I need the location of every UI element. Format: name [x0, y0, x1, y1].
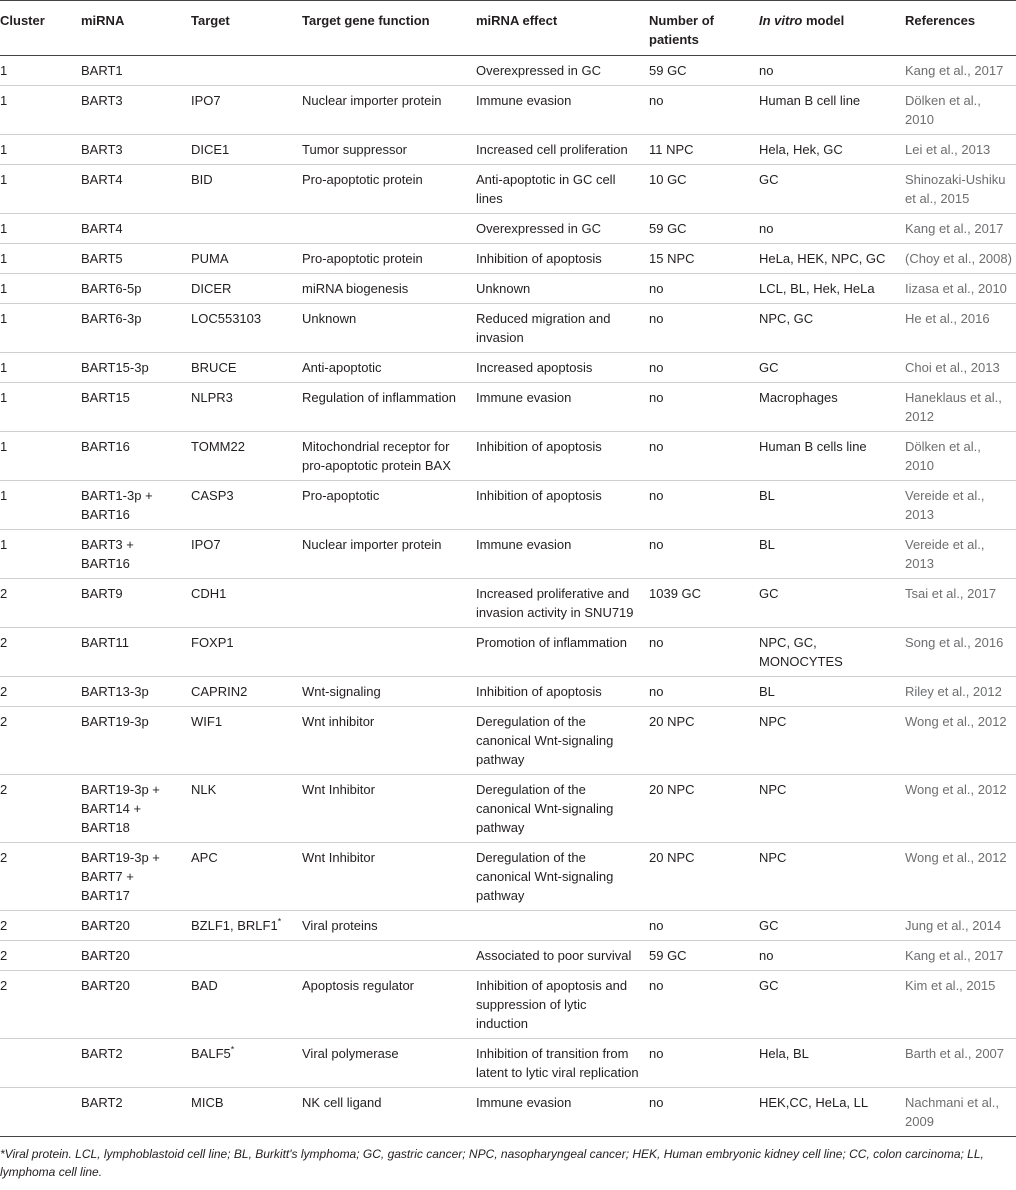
cell-function: Viral proteins: [298, 911, 472, 941]
cell-function: Mitochondrial receptor for pro-apoptotic protein BAX: [298, 432, 472, 481]
table-body: [0, 56, 1016, 1137]
cell-effect: Deregulation of the canonical Wnt-signaling pathway: [472, 707, 645, 775]
cell-patients: no: [645, 383, 755, 432]
cell-function: Pro-apoptotic protein: [298, 165, 472, 214]
cell-effect: Unknown: [472, 274, 645, 304]
cell-mirna: BART11: [77, 628, 187, 677]
cell-function: [298, 214, 472, 244]
table-row: [0, 383, 1016, 432]
cell-function: Wnt Inhibitor: [298, 775, 472, 843]
cell-ref: Song et al., 2016: [901, 628, 1016, 677]
cell-patients: 59 GC: [645, 56, 755, 86]
table-row: [0, 244, 1016, 274]
table-row: [0, 911, 1016, 941]
cell-mirna: BART3 + BART16: [77, 530, 187, 579]
cell-cluster: 2: [0, 579, 77, 628]
cell-function: Anti-apoptotic: [298, 353, 472, 383]
cell-ref: Iizasa et al., 2010: [901, 274, 1016, 304]
cell-model: GC: [755, 579, 901, 628]
cell-mirna: BART2: [77, 1088, 187, 1137]
cell-model: GC: [755, 353, 901, 383]
table-row: [0, 775, 1016, 843]
cell-mirna: BART20: [77, 941, 187, 971]
cell-effect: Increased apoptosis: [472, 353, 645, 383]
cell-patients: no: [645, 971, 755, 1039]
cell-target: [187, 56, 298, 86]
cell-target: BRUCE: [187, 353, 298, 383]
cell-cluster: 1: [0, 481, 77, 530]
cell-ref: Lei et al., 2013: [901, 135, 1016, 165]
cell-cluster: 2: [0, 911, 77, 941]
table-row: [0, 941, 1016, 971]
table-row: [0, 56, 1016, 86]
cell-target: MICB: [187, 1088, 298, 1137]
header-row: [0, 1, 1016, 56]
cell-mirna: BART3: [77, 86, 187, 135]
cell-mirna: BART15-3p: [77, 353, 187, 383]
cell-model: NPC: [755, 707, 901, 775]
cell-effect: Reduced migration and invasion: [472, 304, 645, 353]
table-row: [0, 353, 1016, 383]
cell-cluster: [0, 1088, 77, 1137]
header-model-rest: model: [802, 13, 845, 28]
cell-effect: Overexpressed in GC: [472, 214, 645, 244]
cell-effect: Increased proliferative and invasion activity in SNU719: [472, 579, 645, 628]
cell-cluster: 1: [0, 135, 77, 165]
cell-model: Hela, BL: [755, 1039, 901, 1088]
cell-model: no: [755, 941, 901, 971]
cell-function: Pro-apoptotic: [298, 481, 472, 530]
cell-cluster: 1: [0, 530, 77, 579]
cell-model: GC: [755, 165, 901, 214]
cell-target: APC: [187, 843, 298, 911]
cell-ref: Kang et al., 2017: [901, 941, 1016, 971]
cell-mirna: BART4: [77, 165, 187, 214]
cell-cluster: 2: [0, 628, 77, 677]
table-row: [0, 165, 1016, 214]
cell-ref: Vereide et al., 2013: [901, 481, 1016, 530]
cell-cluster: 2: [0, 971, 77, 1039]
cell-mirna: BART2: [77, 1039, 187, 1088]
cell-model: BL: [755, 481, 901, 530]
cell-function: [298, 941, 472, 971]
cell-function: Nuclear importer protein: [298, 86, 472, 135]
cell-mirna: BART9: [77, 579, 187, 628]
cell-cluster: 2: [0, 677, 77, 707]
cell-patients: no: [645, 86, 755, 135]
cell-patients: no: [645, 1039, 755, 1088]
cell-patients: no: [645, 628, 755, 677]
cell-effect: Inhibition of apoptosis and suppression of lytic induction: [472, 971, 645, 1039]
cell-function: [298, 628, 472, 677]
cell-effect: [472, 911, 645, 941]
cell-mirna: BART13-3p: [77, 677, 187, 707]
cell-mirna: BART19-3p + BART14 + BART18: [77, 775, 187, 843]
cell-mirna: BART19-3p: [77, 707, 187, 775]
cell-target: [187, 214, 298, 244]
table-row: [0, 481, 1016, 530]
cell-target: IPO7: [187, 86, 298, 135]
table-row: [0, 530, 1016, 579]
table-row: [0, 304, 1016, 353]
table-row: [0, 432, 1016, 481]
cell-mirna: BART20: [77, 971, 187, 1039]
cell-mirna: BART16: [77, 432, 187, 481]
cell-patients: no: [645, 432, 755, 481]
cell-target: IPO7: [187, 530, 298, 579]
cell-effect: Immune evasion: [472, 530, 645, 579]
table-row: [0, 274, 1016, 304]
cell-patients: no: [645, 274, 755, 304]
cell-cluster: 1: [0, 274, 77, 304]
table-row: [0, 579, 1016, 628]
cell-target: CASP3: [187, 481, 298, 530]
cell-ref: Wong et al., 2012: [901, 843, 1016, 911]
cell-ref: Shinozaki-Ushiku et al., 2015: [901, 165, 1016, 214]
cell-patients: 20 NPC: [645, 775, 755, 843]
cell-function: [298, 579, 472, 628]
cell-effect: Increased cell proliferation: [472, 135, 645, 165]
cell-mirna: BART19-3p + BART7 + BART17: [77, 843, 187, 911]
cell-patients: 59 GC: [645, 214, 755, 244]
cell-patients: no: [645, 1088, 755, 1137]
cell-ref: Kang et al., 2017: [901, 214, 1016, 244]
cell-model: BL: [755, 530, 901, 579]
cell-effect: Promotion of inflammation: [472, 628, 645, 677]
cell-cluster: 2: [0, 707, 77, 775]
table-row: [0, 1088, 1016, 1137]
cell-function: Tumor suppressor: [298, 135, 472, 165]
cell-ref: He et al., 2016: [901, 304, 1016, 353]
cell-ref: Dölken et al., 2010: [901, 432, 1016, 481]
cell-mirna: BART6-5p: [77, 274, 187, 304]
table-row: [0, 628, 1016, 677]
cell-mirna: BART4: [77, 214, 187, 244]
cell-mirna: BART5: [77, 244, 187, 274]
header-effect: miRNA effect: [472, 1, 645, 56]
cell-target: CDH1: [187, 579, 298, 628]
cell-function: NK cell ligand: [298, 1088, 472, 1137]
cell-ref: Barth et al., 2007: [901, 1039, 1016, 1088]
cell-model: NPC: [755, 843, 901, 911]
cell-cluster: 1: [0, 214, 77, 244]
cell-ref: Jung et al., 2014: [901, 911, 1016, 941]
cell-function: miRNA biogenesis: [298, 274, 472, 304]
cell-patients: no: [645, 911, 755, 941]
cell-model: Human B cell line: [755, 86, 901, 135]
cell-function: Pro-apoptotic protein: [298, 244, 472, 274]
cell-target: NLPR3: [187, 383, 298, 432]
cell-effect: Immune evasion: [472, 86, 645, 135]
cell-ref: Vereide et al., 2013: [901, 530, 1016, 579]
header-cluster: Cluster: [0, 1, 77, 56]
cell-effect: Associated to poor survival: [472, 941, 645, 971]
table-row: [0, 214, 1016, 244]
cell-function: Wnt Inhibitor: [298, 843, 472, 911]
cell-patients: 59 GC: [645, 941, 755, 971]
cell-effect: Inhibition of transition from latent to lytic viral replication: [472, 1039, 645, 1088]
cell-target: WIF1: [187, 707, 298, 775]
header-function: Target gene function: [298, 1, 472, 56]
cell-ref: Kim et al., 2015: [901, 971, 1016, 1039]
cell-target: TOMM22: [187, 432, 298, 481]
cell-function: Regulation of inflammation: [298, 383, 472, 432]
cell-target: BAD: [187, 971, 298, 1039]
cell-cluster: 1: [0, 86, 77, 135]
cell-effect: Anti-apoptotic in GC cell lines: [472, 165, 645, 214]
table-row: [0, 1039, 1016, 1088]
cell-target: DICER: [187, 274, 298, 304]
cell-model: Macrophages: [755, 383, 901, 432]
cell-mirna: BART20: [77, 911, 187, 941]
header-target: Target: [187, 1, 298, 56]
cell-cluster: 2: [0, 775, 77, 843]
cell-model: NPC, GC: [755, 304, 901, 353]
table-row: [0, 677, 1016, 707]
cell-target: NLK: [187, 775, 298, 843]
cell-effect: Immune evasion: [472, 1088, 645, 1137]
header-patients: Number of patients: [645, 1, 755, 56]
cell-ref: Kang et al., 2017: [901, 56, 1016, 86]
cell-patients: no: [645, 530, 755, 579]
header-model: [755, 1, 901, 56]
cell-target: CAPRIN2: [187, 677, 298, 707]
cell-ref: Wong et al., 2012: [901, 775, 1016, 843]
cell-target: BID: [187, 165, 298, 214]
cell-model: GC: [755, 911, 901, 941]
cell-target: PUMA: [187, 244, 298, 274]
cell-patients: 20 NPC: [645, 707, 755, 775]
cell-ref: (Choy et al., 2008): [901, 244, 1016, 274]
cell-target: FOXP1: [187, 628, 298, 677]
cell-ref: Nachmani et al., 2009: [901, 1088, 1016, 1137]
cell-patients: no: [645, 353, 755, 383]
cell-cluster: 1: [0, 304, 77, 353]
cell-cluster: 1: [0, 383, 77, 432]
cell-effect: Inhibition of apoptosis: [472, 244, 645, 274]
cell-model: Hela, Hek, GC: [755, 135, 901, 165]
cell-patients: no: [645, 304, 755, 353]
cell-effect: Inhibition of apoptosis: [472, 432, 645, 481]
cell-target: DICE1: [187, 135, 298, 165]
cell-mirna: BART15: [77, 383, 187, 432]
cell-ref: Tsai et al., 2017: [901, 579, 1016, 628]
cell-target: [187, 941, 298, 971]
cell-patients: 11 NPC: [645, 135, 755, 165]
cell-patients: 1039 GC: [645, 579, 755, 628]
cell-effect: Immune evasion: [472, 383, 645, 432]
cell-function: Viral polymerase: [298, 1039, 472, 1088]
cell-cluster: 1: [0, 432, 77, 481]
cell-cluster: 1: [0, 56, 77, 86]
cell-function: Unknown: [298, 304, 472, 353]
table-row: [0, 971, 1016, 1039]
cell-patients: 15 NPC: [645, 244, 755, 274]
cell-ref: Riley et al., 2012: [901, 677, 1016, 707]
table-footnote: *Viral protein. LCL, lymphoblastoid cell line; BL, Burkitt's lymphoma; GC, gastric cancer; NPC, nasopharyngeal cancer; HEK, Human embryonic kidney cell line; CC, colon carcinoma; LL, lymphoma cell line.: [0, 1147, 984, 1179]
header-references: References: [901, 1, 1016, 56]
cell-cluster: 1: [0, 244, 77, 274]
cell-model: HeLa, HEK, NPC, GC: [755, 244, 901, 274]
cell-target: LOC553103: [187, 304, 298, 353]
table-row: [0, 86, 1016, 135]
table-row: [0, 135, 1016, 165]
cell-patients: 20 NPC: [645, 843, 755, 911]
cell-mirna: BART3: [77, 135, 187, 165]
cell-patients: no: [645, 677, 755, 707]
cell-cluster: [0, 1039, 77, 1088]
cell-ref: Dölken et al., 2010: [901, 86, 1016, 135]
cell-model: Human B cells line: [755, 432, 901, 481]
cell-function: Wnt-signaling: [298, 677, 472, 707]
cell-function: Apoptosis regulator: [298, 971, 472, 1039]
cell-model: LCL, BL, Hek, HeLa: [755, 274, 901, 304]
cell-cluster: 1: [0, 165, 77, 214]
cell-function: Nuclear importer protein: [298, 530, 472, 579]
cell-effect: Deregulation of the canonical Wnt-signaling pathway: [472, 775, 645, 843]
cell-cluster: 2: [0, 843, 77, 911]
cell-ref: Choi et al., 2013: [901, 353, 1016, 383]
cell-model: NPC: [755, 775, 901, 843]
cell-function: [298, 56, 472, 86]
cell-effect: Overexpressed in GC: [472, 56, 645, 86]
cell-cluster: 1: [0, 353, 77, 383]
cell-patients: no: [645, 481, 755, 530]
cell-mirna: BART6-3p: [77, 304, 187, 353]
cell-ref: Haneklaus et al., 2012: [901, 383, 1016, 432]
header-model-italic: In vitro: [759, 13, 803, 28]
cell-effect: Inhibition of apoptosis: [472, 677, 645, 707]
header-mirna: miRNA: [77, 1, 187, 56]
cell-effect: Deregulation of the canonical Wnt-signaling pathway: [472, 843, 645, 911]
cell-cluster: 2: [0, 941, 77, 971]
cell-ref: Wong et al., 2012: [901, 707, 1016, 775]
cell-function: Wnt inhibitor: [298, 707, 472, 775]
cell-model: no: [755, 56, 901, 86]
cell-target: BZLF1, BRLF1*: [187, 911, 298, 941]
cell-target: BALF5*: [187, 1039, 298, 1088]
cell-mirna: BART1: [77, 56, 187, 86]
table-row: [0, 707, 1016, 775]
table-row: [0, 843, 1016, 911]
cell-model: GC: [755, 971, 901, 1039]
cell-effect: Inhibition of apoptosis: [472, 481, 645, 530]
cell-model: BL: [755, 677, 901, 707]
cell-patients: 10 GC: [645, 165, 755, 214]
cell-mirna: BART1-3p + BART16: [77, 481, 187, 530]
cell-model: HEK,CC, HeLa, LL: [755, 1088, 901, 1137]
cell-model: no: [755, 214, 901, 244]
cell-model: NPC, GC, MONOCYTES: [755, 628, 901, 677]
